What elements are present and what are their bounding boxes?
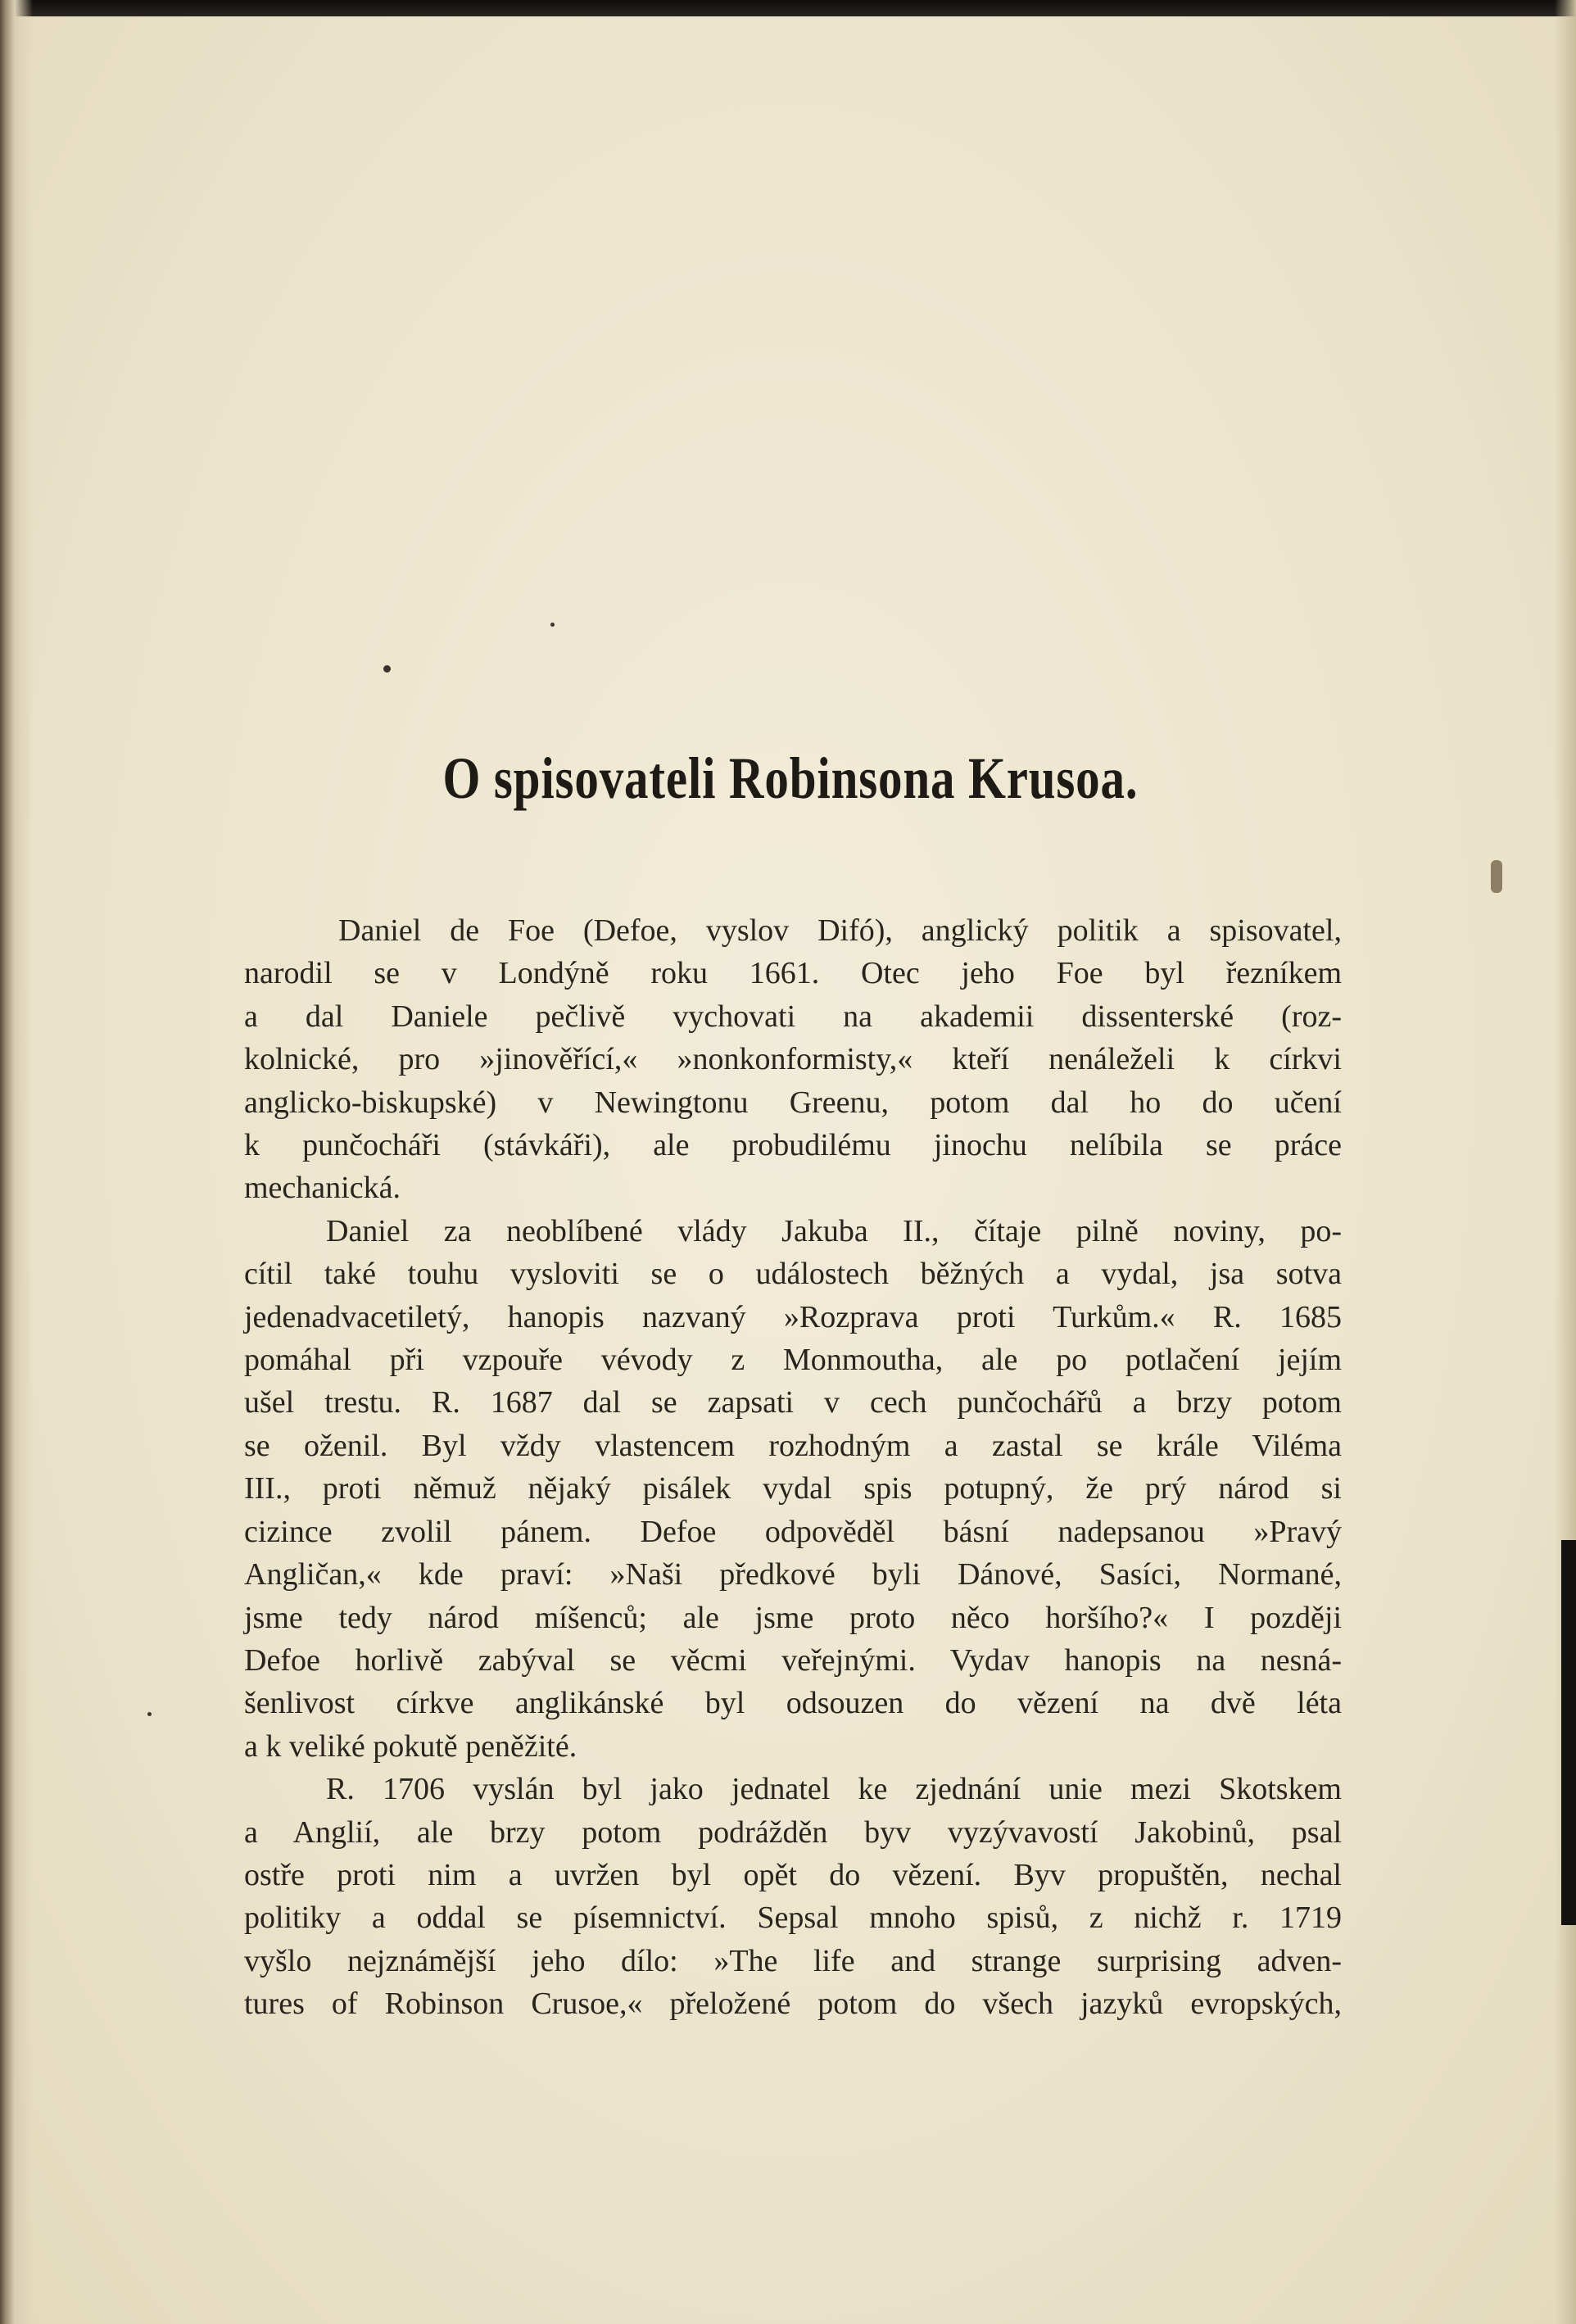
book-spine-shadow: [0, 0, 33, 2324]
text-line: jsme tedy národ míšenců; ale jsme proto něco horšího?« I později: [244, 1600, 1342, 1635]
text-line: a k veliké pokutě peněžité.: [244, 1728, 577, 1764]
paper-speck: [550, 623, 555, 627]
text-line: politiky a oddal se písemnictví. Sepsal mnoho spisů, z nichž r. 1719: [244, 1900, 1342, 1936]
page-edge-dark-strip: [1561, 1540, 1576, 1925]
page-right-edge: [1555, 0, 1576, 2324]
text-line: k punčocháři (stávkáři), ale probudilému jinochu nelíbila se práce: [244, 1128, 1342, 1163]
text-line: narodil se v Londýně roku 1661. Otec jeho Foe byl řezníkem: [244, 956, 1342, 991]
text-line: Angličan,« kde praví: »Naši předkové byli Dánové, Sasíci, Normané,: [244, 1557, 1342, 1592]
text-line: a dal Daniele pečlivě vychovati na akademii dissenterské (roz-: [244, 999, 1342, 1034]
text-line: Defoe horlivě zabýval se věcmi veřejnými. Vydav hanopis na nesná-: [244, 1642, 1342, 1678]
paragraph-3: [244, 1768, 1342, 2025]
paper-speck: [147, 1712, 152, 1716]
paper-speck: [1491, 860, 1502, 893]
text-line: Daniel za neoblíbené vlády Jakuba II., čítaje pilně noviny, po-: [326, 1213, 1342, 1248]
text-line: III., proti němuž nějaký pisálek vydal spis potupný, že prý národ si: [244, 1471, 1342, 1506]
text-line: mechanická.: [244, 1171, 401, 1206]
text-line: tures of Robinson Crusoe,« přeložené potom do všech jazyků evropských,: [244, 1986, 1342, 2022]
paragraph-2: [244, 1210, 1342, 1768]
text-line: cizince zvolil pánem. Defoe odpověděl básní nadepsanou »Pravý: [244, 1514, 1342, 1549]
paper-speck: [383, 665, 391, 673]
text-line: vyšlo nejznámější jeho dílo: »The life and strange surprising adven-: [244, 1943, 1342, 1978]
text-line: ostře proti nim a uvržen byl opět do vězení. Byv propuštěn, nechal: [244, 1857, 1342, 1892]
text-line: cítil také touhu vysloviti se o událostech běžných a vydal, jsa sotva: [244, 1257, 1342, 1292]
paragraph-1: [244, 909, 1342, 1210]
text-line: R. 1706 vyslán byl jako jednatel ke zjednání unie mezi Skotskem: [326, 1772, 1342, 1807]
text-line: a Anglií, ale brzy potom podrážděn byv vyzývavostí Jakobinů, psal: [244, 1814, 1342, 1850]
text-line: pomáhal při vzpouře vévody z Monmoutha, ale po potlačení jejím: [244, 1343, 1342, 1378]
text-line: se oženil. Byl vždy vlastencem rozhodným a zastal se krále Viléma: [244, 1428, 1342, 1463]
text-line: ušel trestu. R. 1687 dal se zapsati v cech punčochářů a brzy potom: [244, 1385, 1342, 1420]
text-line: anglicko-biskupské) v Newingtonu Greenu, potom dal ho do učení: [244, 1085, 1342, 1120]
text-line: jedenadvacetiletý, hanopis nazvaný »Rozprava proti Turkům.« R. 1685: [244, 1299, 1342, 1334]
page-title: O spisovateli Robinsona Krusoa.: [442, 745, 1139, 811]
text-line: šenlivost církve anglikánské byl odsouzen do vězení na dvě léta: [244, 1686, 1342, 1721]
text-line: kolnické, pro »jinověřící,« »nonkonformisty,« kteří nenáleželi k církvi: [244, 1042, 1342, 1077]
article-body: [244, 909, 1342, 2026]
text-line: Daniel de Foe (Defoe, vyslov Difó), anglický politik a spisovatel,: [338, 913, 1342, 948]
scan-top-border: [0, 0, 1576, 16]
